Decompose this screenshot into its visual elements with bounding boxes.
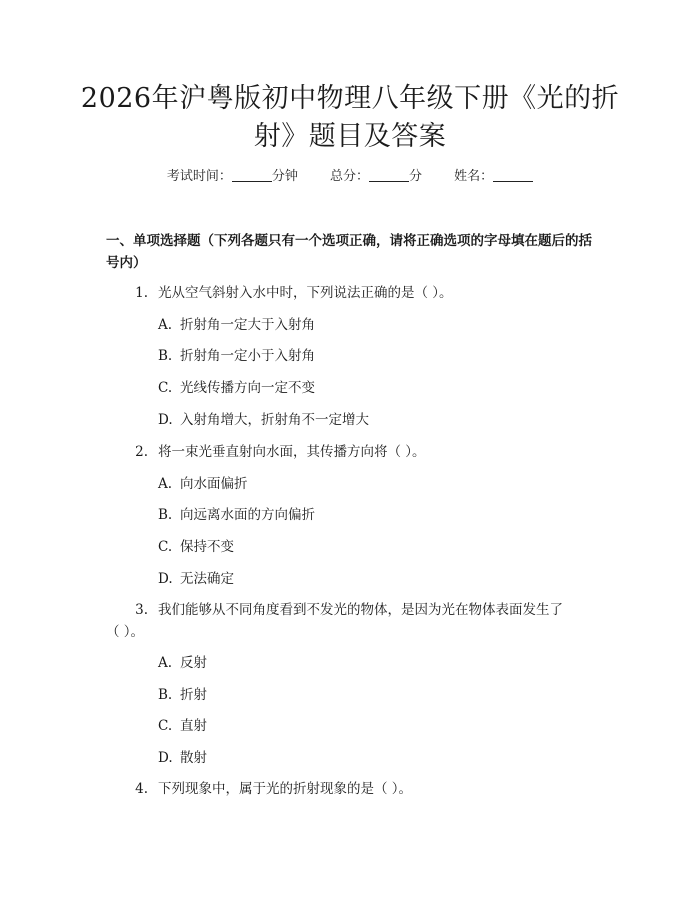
option-text: 直射 — [180, 718, 207, 734]
question-3 — [106, 599, 576, 643]
option-letter: C. — [158, 539, 173, 555]
option-text: 无法确定 — [180, 571, 234, 587]
option-text: 折射角一定小于入射角 — [180, 348, 315, 364]
question-2-option-c — [158, 536, 234, 558]
section-heading: 一、单项选择题（下列各题只有一个选项正确，请将正确选项的字母填在题后的括号内） — [106, 233, 592, 271]
option-letter: B. — [158, 348, 173, 364]
option-letter: D. — [158, 412, 173, 428]
question-2 — [106, 441, 602, 463]
question-text: 将一束光垂直射向水面，其传播方向将（ ）。 — [158, 444, 426, 460]
exam-name-blank — [493, 167, 533, 182]
option-text: 散射 — [180, 750, 207, 766]
option-letter: A. — [158, 476, 173, 492]
exam-time — [167, 169, 298, 184]
question-number: 3. — [135, 602, 148, 618]
exam-name — [454, 169, 533, 184]
exam-score-blank — [369, 167, 409, 182]
question-2-option-d — [158, 568, 234, 590]
exam-name-label: 姓名： — [454, 169, 494, 184]
question-text: 我们能够从不同角度看到不发光的物体，是因为光在物体表面发生了（ ）。 — [106, 602, 563, 640]
option-letter: B. — [158, 687, 173, 703]
exam-time-blank — [232, 167, 272, 182]
option-text: 光线传播方向一定不变 — [180, 380, 315, 396]
question-1 — [106, 282, 602, 304]
option-letter: D. — [158, 750, 173, 766]
question-number: 1. — [135, 285, 148, 301]
question-3-option-c — [158, 715, 207, 737]
option-letter: C. — [158, 718, 173, 734]
option-letter: D. — [158, 571, 173, 587]
option-text: 折射角一定大于入射角 — [180, 317, 315, 333]
option-text: 向水面偏折 — [180, 476, 248, 492]
question-1-option-b — [158, 345, 315, 367]
question-3-option-b — [158, 684, 207, 706]
option-letter: A. — [158, 317, 173, 333]
exam-time-unit: 分钟 — [271, 169, 298, 184]
option-letter: C. — [158, 380, 173, 396]
exam-score-label: 总分： — [329, 169, 369, 184]
exam-score — [330, 169, 422, 184]
question-text: 下列现象中，属于光的折射现象的是（ ）。 — [158, 781, 413, 797]
question-1-option-d — [158, 409, 369, 431]
option-text: 折射 — [180, 687, 207, 703]
option-text: 保持不变 — [180, 539, 234, 555]
option-text: 入射角增大，折射角不一定增大 — [180, 412, 369, 428]
option-text: 反射 — [180, 655, 207, 671]
option-text: 向远离水面的方向偏折 — [180, 507, 315, 523]
document-title: 2026年沪粤版初中物理八年级下册《光的折射》题目及答案 — [80, 83, 620, 152]
question-text: 光从空气斜射入水中时，下列说法正确的是（ ）。 — [158, 285, 453, 301]
question-1-option-c — [158, 377, 315, 399]
question-1-option-a — [158, 314, 315, 336]
question-number: 4. — [135, 781, 148, 797]
exam-info-line — [0, 167, 700, 187]
question-2-option-a — [158, 473, 248, 495]
question-3-option-d — [158, 747, 207, 769]
question-3-option-a — [158, 652, 207, 674]
question-2-option-b — [158, 504, 315, 526]
exam-score-unit: 分 — [409, 169, 423, 184]
question-number: 2. — [135, 444, 148, 460]
option-letter: B. — [158, 507, 173, 523]
question-4 — [106, 778, 602, 800]
exam-time-label: 考试时间： — [166, 169, 232, 184]
option-letter: A. — [158, 655, 173, 671]
